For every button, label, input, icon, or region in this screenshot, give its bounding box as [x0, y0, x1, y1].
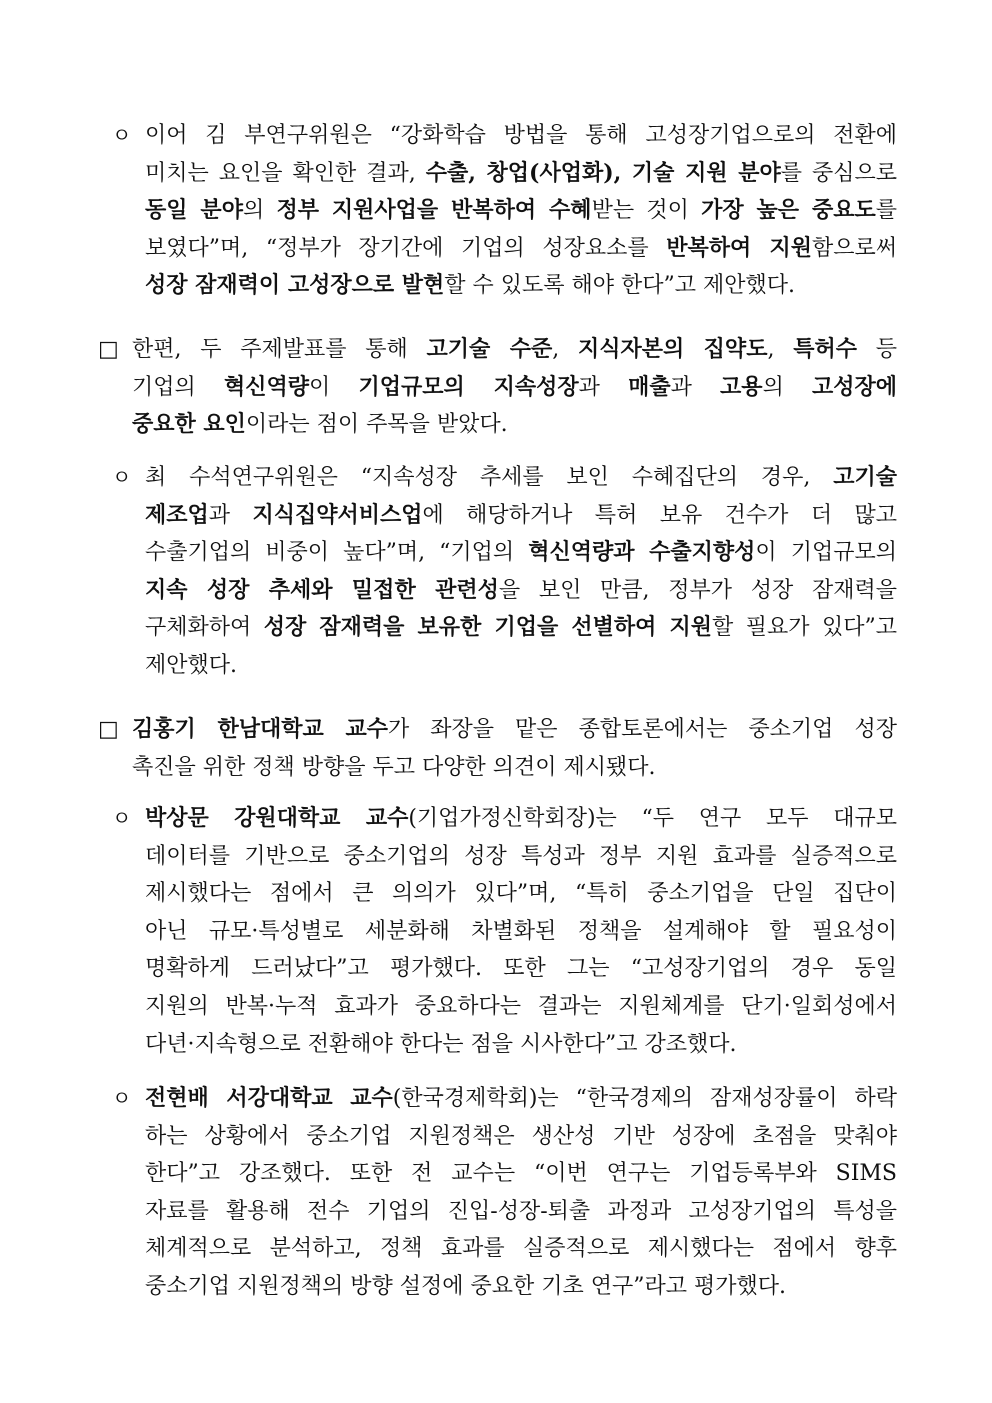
text-run: 중소기업 지원정책의 방향 설정에 중요한 기초 연구”라고 평가했다.	[145, 1273, 786, 1299]
text-line	[145, 155, 897, 193]
paragraph-6	[112, 1080, 897, 1306]
text-line	[145, 267, 897, 305]
paragraph-text	[145, 1080, 897, 1306]
text-line	[145, 875, 897, 913]
bold-text: 혁신역량	[223, 373, 309, 400]
bold-text: 고용	[720, 373, 763, 400]
text-run: 과	[670, 374, 721, 400]
text-run: 제시했다는 점에서 큰 의의가 있다”며, “특히 중소기업을 단일 집단이	[145, 881, 897, 907]
circle-bullet-icon: ㅇ	[112, 806, 132, 830]
text-line	[145, 1193, 897, 1231]
bold-text: 김홍기 한남대학교 교수	[132, 716, 388, 742]
text-line	[145, 838, 897, 876]
text-run: 를 중심으로	[780, 160, 897, 186]
text-run: 지원의 반복·누적 효과가 중요하다는 결과는 지원체계를 단기·일회성에서	[145, 993, 897, 1019]
text-line	[145, 497, 897, 535]
paragraph-text	[145, 800, 897, 1063]
text-run: 자료를 활용해 전수 기업의 진입-성장-퇴출 과정과 고성장기업의 특성을	[145, 1198, 897, 1224]
bold-text: 전현배 서강대학교 교수	[145, 1085, 393, 1111]
text-run: 을 보인 만큼, 정부가 성장 잠재력을	[498, 577, 897, 603]
circle-bullet-icon: ㅇ	[112, 465, 132, 489]
paragraph-2	[98, 331, 898, 444]
text-run: 기업의	[132, 374, 224, 400]
text-line	[145, 988, 897, 1026]
circle-bullet-icon: ㅇ	[112, 1086, 132, 1110]
text-line	[145, 572, 897, 610]
text-line	[145, 647, 897, 685]
text-line	[145, 1080, 897, 1118]
text-run: 이	[308, 374, 359, 400]
text-line	[145, 230, 897, 268]
text-line	[145, 950, 897, 988]
bold-text: 매출	[628, 373, 671, 400]
text-line	[145, 1268, 897, 1306]
text-line	[145, 117, 897, 155]
text-line	[145, 609, 897, 647]
bold-text: 제조업	[145, 501, 209, 528]
text-run: (기업가정신학회장)는 “두 연구 모두 대규모	[408, 806, 898, 831]
paragraph-text	[145, 117, 897, 305]
bold-text: 수출, 창업(사업화), 기술 지원 분야	[425, 159, 781, 186]
text-run: 등	[856, 337, 897, 362]
text-run: 의	[762, 374, 813, 400]
bold-text: 성장 잠재력을 보유한 기업을 선별하여 지원	[263, 614, 713, 641]
square-bullet-icon: □	[98, 717, 119, 742]
text-run: (한국경제학회)는 “한국경제의 잠재성장률이 하락	[392, 1086, 897, 1111]
bold-text: 기업규모의 지속성장	[358, 373, 579, 400]
paragraph-1	[112, 117, 898, 305]
paragraph-3	[112, 459, 897, 685]
paragraph-text	[132, 711, 897, 786]
bold-text: 고성장에	[812, 373, 898, 400]
text-run: 구체화하여	[145, 615, 264, 641]
bold-text: 고기술	[833, 464, 897, 490]
text-run: 체계적으로 분석하고, 정책 효과를 실증적으로 제시했다는 점에서 향후	[145, 1236, 897, 1262]
text-line	[145, 1155, 897, 1193]
text-run: 명확하게 드러났다”고 평가했다. 또한 그는 “고성장기업의 경우 동일	[145, 956, 897, 982]
text-run: 다년·지속형으로 전환해야 한다는 점을 시사한다”고 강조했다.	[145, 1031, 737, 1057]
text-run: 제안했다.	[145, 652, 238, 678]
paragraph-5	[112, 800, 898, 1063]
text-line	[145, 534, 897, 572]
bold-text: 가장 높은 중요도	[701, 197, 876, 224]
square-bullet-icon: □	[98, 337, 119, 362]
bold-text: 동일 분야	[145, 197, 243, 224]
text-run: 한다”고 강조했다. 또한 전 교수는 “이번 연구는 기업등록부와 SIMS	[145, 1161, 897, 1187]
text-line	[145, 1118, 897, 1156]
bold-text: 성장 잠재력이 고성장으로 발현	[145, 272, 445, 299]
text-run: 이 기업규모의	[755, 540, 897, 566]
text-run: 할 필요가 있다”고	[712, 615, 897, 641]
text-run: 보였다”며, “정부가 장기간에 기업의 성장요소를	[145, 235, 667, 261]
text-line	[145, 192, 897, 230]
text-run: 한편, 두 주제발표를 통해	[132, 337, 427, 362]
text-line	[145, 913, 897, 951]
bold-text: 박상문 강원대학교 교수	[145, 805, 409, 831]
text-run: 미치는 요인을 확인한 결과,	[145, 160, 426, 186]
text-run: 최 수석연구위원은 “지속성장 추세를 보인 수혜집단의 경우,	[145, 465, 834, 490]
bold-text: 반복하여 지원	[666, 234, 812, 261]
bold-text: 정부 지원사업을 반복하여 수혜	[276, 197, 592, 224]
text-run: ,	[767, 337, 794, 362]
bold-text: 지속 성장 추세와 밀접한 관련성	[145, 576, 499, 603]
text-run: 를	[875, 198, 898, 224]
text-run: 에 해당하거나 특허 보유 건수가 더 많고	[422, 502, 897, 528]
text-run: 하는 상황에서 중소기업 지원정책은 생산성 기반 성장에 초점을 맞춰야	[145, 1123, 897, 1149]
text-line	[132, 749, 897, 787]
text-line	[132, 711, 897, 749]
bold-text: 지식자본의 집약도	[578, 336, 768, 362]
bold-text: 지식집약서비스업	[252, 501, 423, 528]
text-run: 아닌 규모·특성별로 세분화해 차별화된 정책을 설계해야 할 필요성이	[145, 918, 897, 944]
text-line	[145, 1230, 897, 1268]
text-line	[145, 800, 897, 838]
text-run: 수출기업의 비중이 높다”며, “기업의	[145, 540, 529, 566]
text-run: 의	[242, 198, 277, 224]
text-run: 받는 것이	[591, 198, 702, 224]
bold-text: 중요한 요인	[132, 411, 246, 438]
bold-text: 고기술 수준	[426, 336, 553, 362]
bold-text: 혁신역량과 수출지향성	[528, 539, 756, 566]
text-run: 과	[208, 502, 253, 528]
text-run: 과	[578, 374, 629, 400]
paragraph-text	[132, 331, 897, 444]
text-run: 데이터를 기반으로 중소기업의 성장 특성과 정부 지원 효과를 실증적으로	[145, 843, 897, 869]
circle-bullet-icon: ㅇ	[112, 123, 132, 147]
text-line	[132, 331, 897, 369]
paragraph-4	[98, 711, 897, 786]
text-run: 이라는 점이 주목을 받았다.	[245, 412, 508, 438]
text-run: 함으로써	[811, 235, 897, 261]
text-line	[132, 406, 897, 444]
text-run: ,	[552, 337, 578, 362]
text-line	[145, 1026, 897, 1064]
text-run: 할 수 있도록 해야 한다”고 제안했다.	[444, 273, 796, 299]
text-line	[132, 369, 897, 407]
text-run: 촉진을 위한 정책 방향을 두고 다양한 의견이 제시됐다.	[132, 754, 656, 780]
text-line	[145, 459, 897, 497]
text-run: 가 좌장을 맡은 종합토론에서는 중소기업 성장	[387, 717, 897, 742]
text-run: 이어 김 부연구위원은 “강화학습 방법을 통해 고성장기업으로의 전환에	[145, 123, 897, 148]
bold-text: 특허수	[793, 336, 857, 362]
paragraph-text	[145, 459, 897, 685]
